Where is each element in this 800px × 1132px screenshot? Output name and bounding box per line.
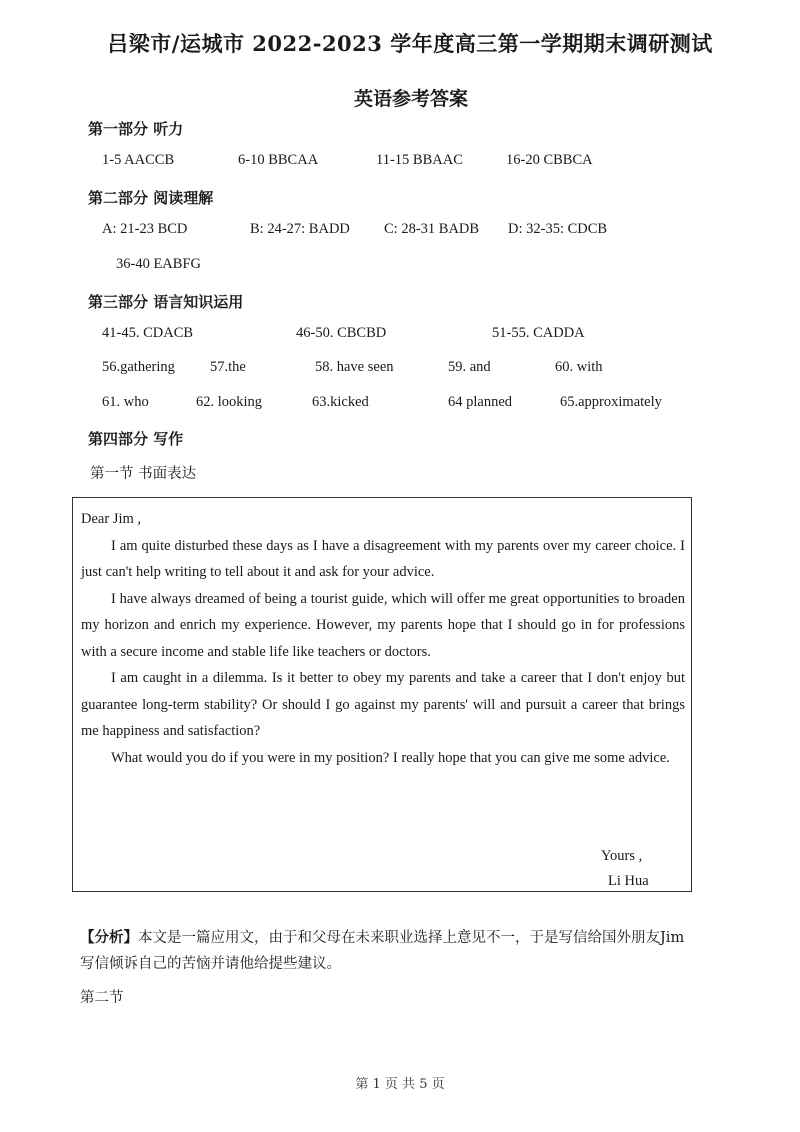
answer-item: 57.the (210, 359, 246, 375)
answer-item: 1-5 AACCB (102, 152, 175, 168)
part1-heading: 第一部分 听力 (88, 120, 184, 138)
answer-item: 11-15 BBAAC (376, 152, 463, 168)
analysis-label: 【分析】 (80, 929, 138, 946)
answer-item: 46-50. CBCBD (296, 325, 387, 341)
answer-item: 60. with (555, 359, 603, 375)
answer-item: 6-10 BBCAA (238, 152, 319, 168)
analysis-note (80, 925, 692, 977)
page-title: 吕梁市/运城市 2022-2023 学年度高三第一学期期末调研测试 (107, 31, 713, 56)
answer-item: 16-20 CBBCA (506, 152, 593, 168)
letter-paragraph: I am quite disturbed these days as I have a disagreement with my parents over my career choice. I just can't help writing to tell about it and ask for your advice. (81, 537, 685, 580)
answer-item: 51-55. CADDA (492, 325, 585, 341)
letter-greeting: Dear Jim , (81, 511, 141, 527)
answer-item: 65.approximately (560, 394, 662, 410)
answer-item: 59. and (448, 359, 491, 375)
analysis-text: 本文是一篇应用文，由于和父母在未来职业选择上意见不一，于是写信给国外朋友Jim写信倾诉自己的苦恼并请他给提些建议。 (80, 930, 685, 972)
section1-heading: 第一节 书面表达 (90, 466, 197, 482)
answer-item: D: 32-35: CDCB (508, 221, 608, 237)
answer-item: 62. looking (196, 394, 263, 410)
answer-item: 56.gathering (102, 359, 175, 375)
answer-item: 36-40 EABFG (116, 256, 201, 272)
answer-item: 61. who (102, 394, 149, 410)
letter-paragraph: I am caught in a dilemma. Is it better to obey my parents and take a career that I don't enjoy but guarantee long-term stability? Or should I go against my parents' will and pursuit a career that brings me happiness and satisfaction? (81, 670, 685, 739)
answer-item: 41-45. CDACB (102, 325, 194, 341)
letter-signature: Li Hua (608, 873, 649, 889)
page-number: 第 1 页 共 5 页 (355, 1077, 445, 1092)
letter-paragraph: I have always dreamed of being a tourist guide, which will offer me great opportunities to broaden my horizon and enrich my experience. However, my parents hope that I should go in for professions with a secure income and stable life like teachers or doctors. (81, 590, 685, 660)
page-subtitle: 英语参考答案 (353, 88, 468, 110)
answer-item: C: 28-31 BADB (384, 221, 480, 237)
answer-item: A: 21-23 BCD (102, 221, 188, 237)
essay-body (81, 506, 685, 771)
answer-item: 64 planned (448, 394, 513, 410)
answer-item: 63.kicked (312, 394, 369, 410)
answer-item: B: 24-27: BADD (250, 221, 350, 237)
answer-item: 58. have seen (315, 359, 394, 375)
part3-heading: 第三部分 语言知识运用 (88, 293, 244, 311)
part2-heading: 第二部分 阅读理解 (88, 189, 214, 207)
letter-closing: Yours , (601, 848, 643, 864)
model-essay-box (72, 497, 692, 892)
section2-heading: 第二节 (80, 990, 124, 1006)
part4-heading: 第四部分 写作 (88, 430, 184, 448)
letter-paragraph: What would you do if you were in my position? I really hope that you can give me some advice. (111, 749, 670, 766)
